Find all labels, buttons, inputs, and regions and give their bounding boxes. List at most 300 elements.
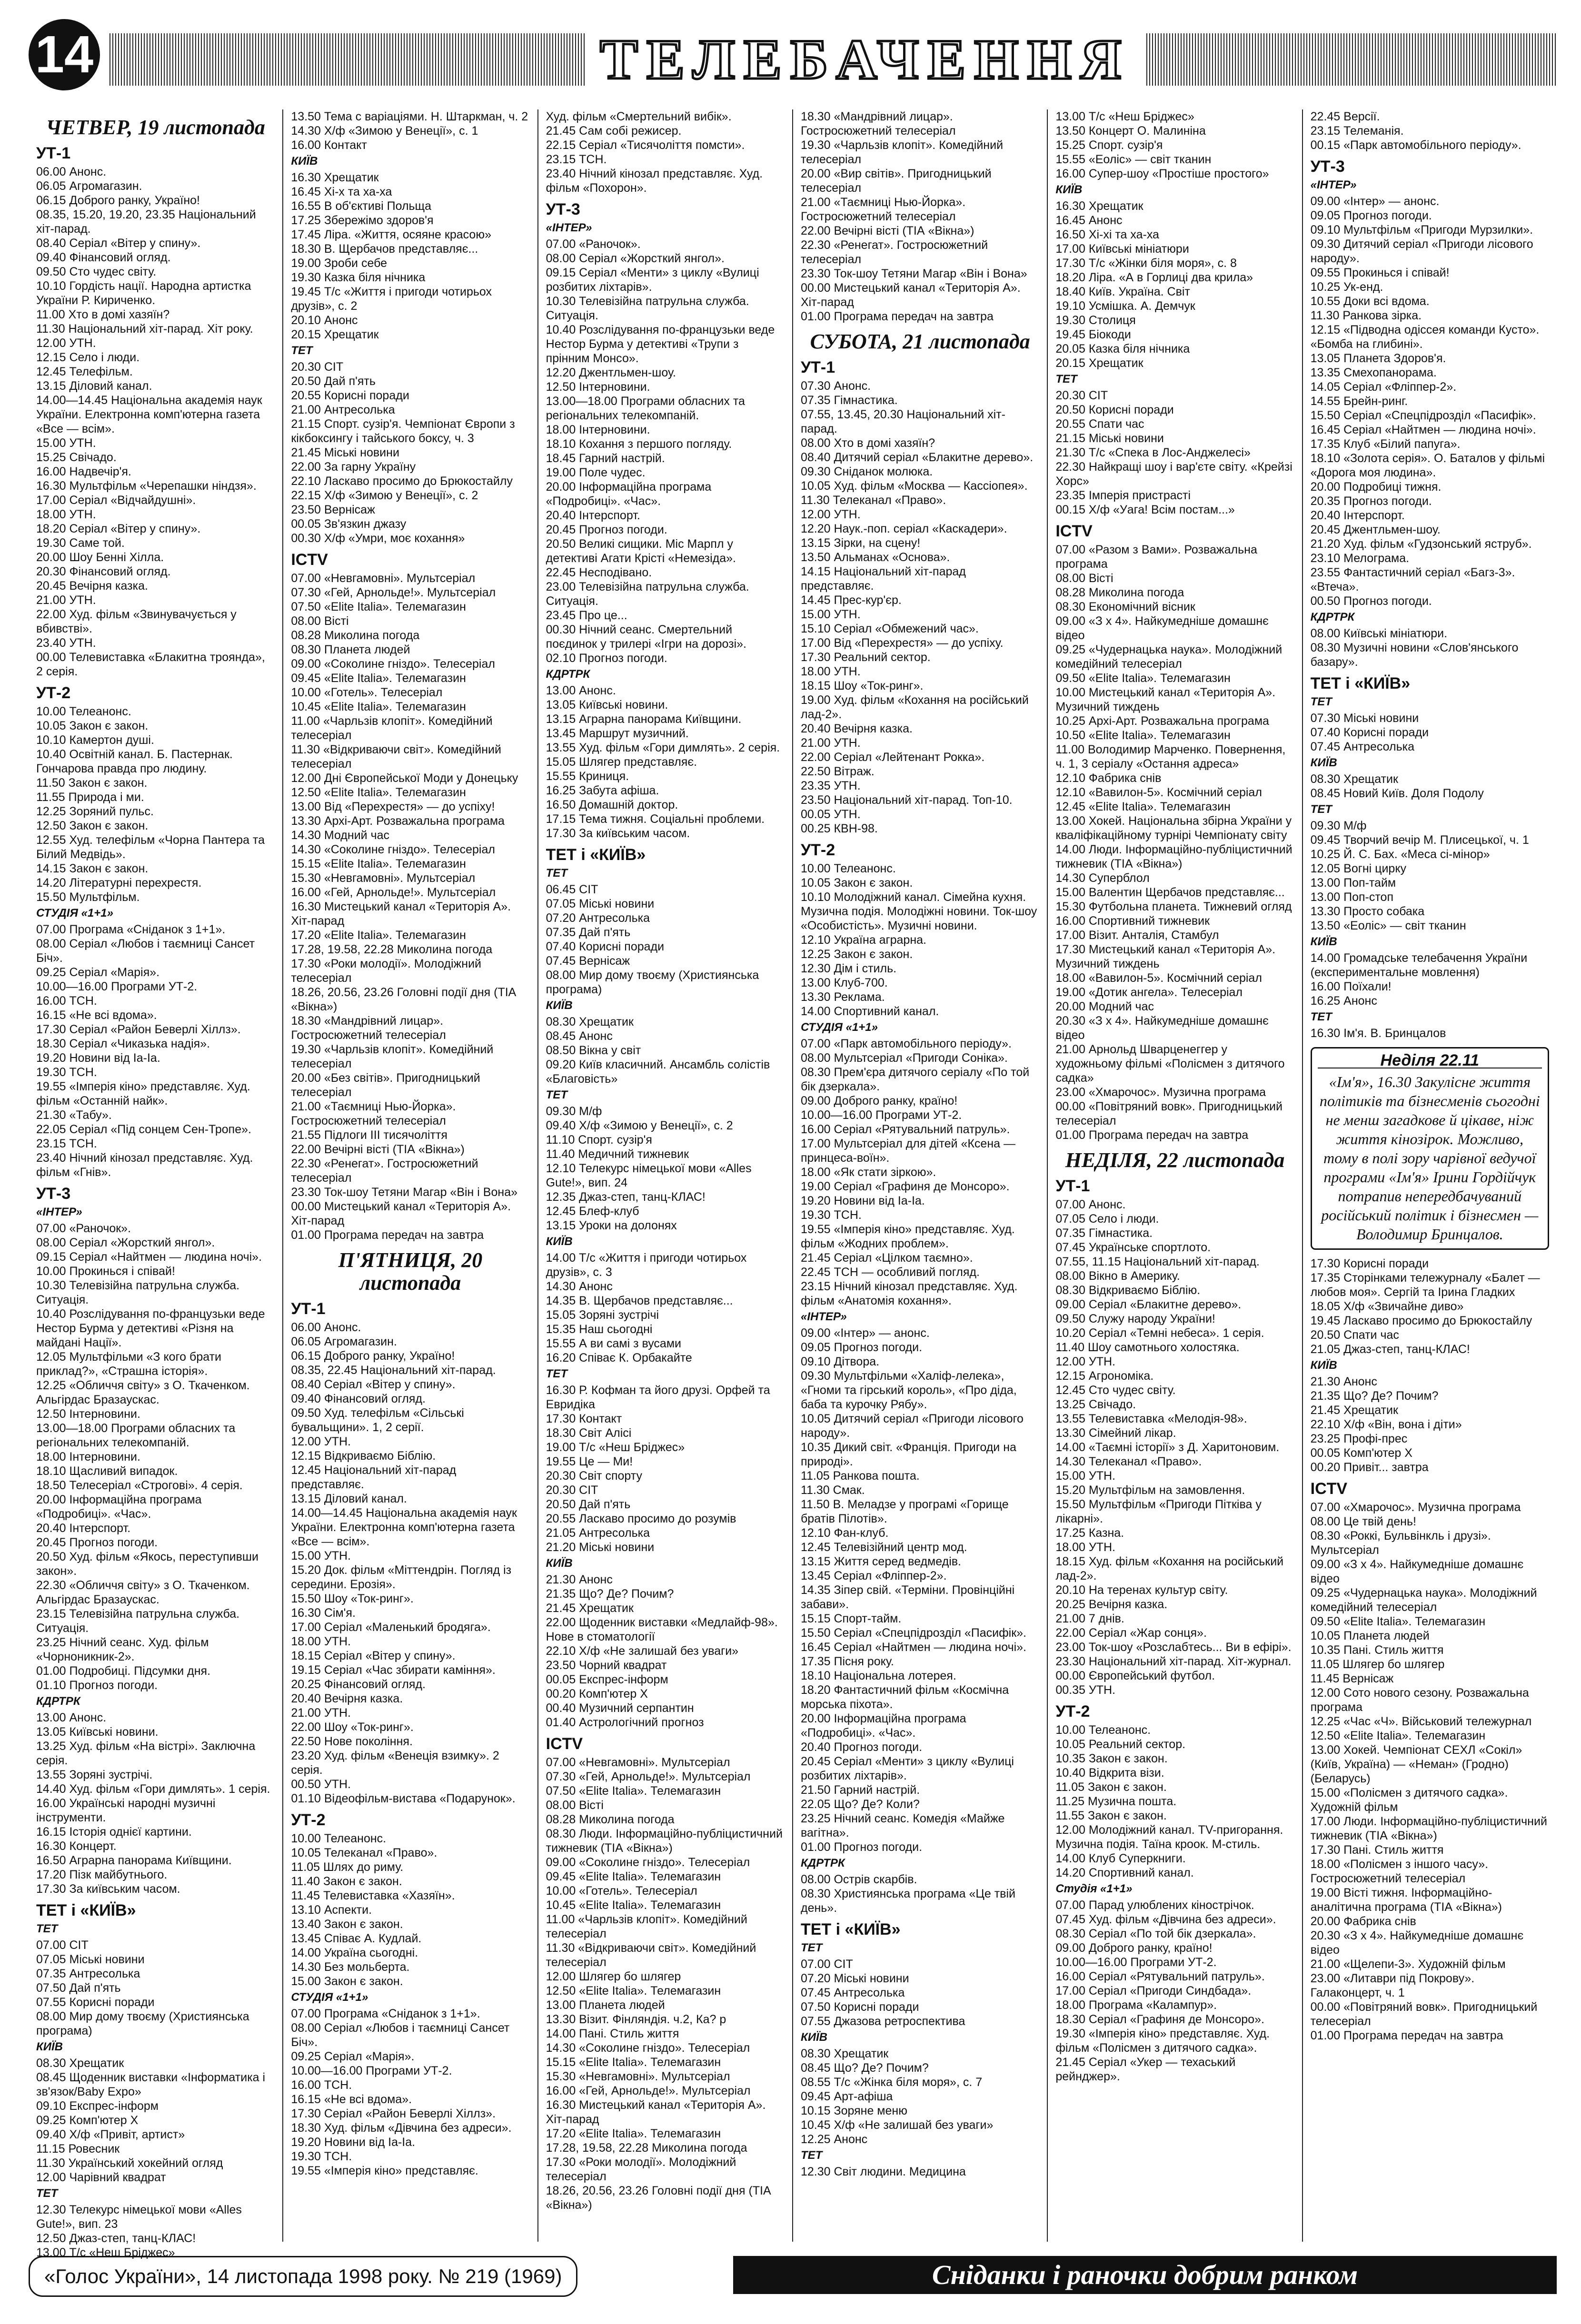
program-item: 07.55, 11.15 Національний хіт-парад. [1055,1255,1260,1268]
program-item: 17.00 Люди. Інформаційно-публіцистичний тижневик (ТІА «Вікна») [1310,1815,1547,1842]
program-item: 18.20 Серіал «Вітер у спину». [36,522,201,535]
program-item: 08.00 Вісті [291,614,349,628]
program-item: 13.15 Уроки на долонях [546,1219,677,1232]
program-item: 18.00 «Вавилон-5». Космічний серіал [1055,971,1262,985]
program-item: 15.30 «Невгамовні». Мультсеріал [546,2070,730,2083]
program-item: 17.25 Казна. [1055,1526,1124,1540]
program-item: 22.30 Найкращі шоу і вар'єте світу. «Крейзі Хорс» [1055,460,1293,488]
program-item: 10.05 Реальний сектор. [1055,1738,1186,1751]
program-item: 12.00 Молодіжний канал. TV-пригорання. Музична подія. Таїна кроок. М-стиль. [1055,1823,1283,1851]
program-item: 00.20 Привіт... завтра [1310,1461,1429,1474]
program-item: 16.00 «Гей, Арнольде!». Мультсеріал [291,886,496,899]
program-item: 08.45 Новий Київ. Доля Подолу [1310,787,1484,800]
program-item: 15.50 Серіал «Спецпідрозділ «Пасифік». [800,1626,1027,1640]
program-item: 18.10 «Золота серія». О. Баталов у фільмі «Дорога моя людина». [1310,452,1545,479]
program-item: 12.10 Україна аграрна. [800,933,926,947]
program-item: 10.10 Камертон душі. [36,733,154,747]
program-item: 01.00 Програма передач на завтра [291,1228,484,1242]
program-item: 19.00 Серіал «Графиня де Монсоро». [800,1180,1010,1193]
program-item: 17.45 Ліра. «Життя, осяяне красою» [291,228,491,241]
program-item: 13.30 Просто собака [1310,905,1425,918]
program-item: 13.00 Поп-тайм [1310,876,1396,890]
program-item: 17.00 Мультсеріал для дітей «Ксена — принцеса-воїн». [800,1137,1015,1165]
program-item: 01.00 Програма передач на завтра [1055,1128,1249,1142]
program-item: 20.30 СІТ [291,360,344,374]
program-item: 22.30 «Ренегат». Гостросюжетний телесеріал [291,1157,478,1185]
program-item: 12.50 Закон є закон. [36,819,149,832]
program-item: 09.30 Мультфільми «Халіф-лелека», «Гноми та гірський король», «Про діда, баба та курочку Рябу». [800,1369,1017,1411]
program-item: 15.55 А ви самі з вусами [546,1337,681,1350]
program-item: 14.55 Брейн-ринг. [1310,395,1408,408]
program-item: 08.35, 15.20, 19.20, 23.35 Національний хіт-парад. [36,208,256,236]
program-item: 08.28 Миколина погода [546,1813,675,1826]
program-item: 22.45 Версії. [1310,110,1380,123]
program-item: 00.00 Мистецький канал «Територія А». Хіт-парад [800,281,1021,309]
program-item: 19.55 «Імперія кіно» представляє. Худ. фільм «Останній найк». [36,1080,250,1108]
program-item: 17.30 «Роки молодії». Молодіжний телесеріал [291,957,481,985]
program-item: 10.40 Освітній канал. Б. Пастернак. Гончарова правда про людину. [36,748,233,775]
program-item: 10.45 Х/ф «Не залишай без уваги» [800,2118,994,2132]
program-item: 18.00 УТН. [36,508,96,521]
program-item: 18.10 Національна лотерея. [800,1669,956,1682]
program-item: 18.50 Телесеріал «Строгові». 4 серія. [36,1479,243,1492]
channel-heading: УТ-1 [800,358,835,376]
program-item: 20.55 Корисні поради [291,389,409,402]
program-item: 12.00 Шлягер бо шлягер [546,1970,681,1983]
channel-heading: ICTV [291,551,328,569]
program-item: 20.00 Фабрика снів [1310,1915,1416,1928]
program-item: 09.45 «Elite Italia». Телемагазин [291,672,466,685]
program-item: 10.00 Телеанонс. [291,1832,387,1845]
program-item: 16.00 ТСН. [291,2078,352,2092]
program-item: 21.05 Антресолька [546,1526,650,1540]
program-item: 10.15 Зоряне меню [800,2104,907,2117]
program-item: 08.55 Т/с «Жінка біля моря», с. 7 [800,2076,983,2089]
program-item: 12.25 Анонс [800,2133,868,2146]
program-item: 00.35 УТН. [1055,1683,1115,1697]
program-item: 16.00 «Гей, Арнольде!». Мультсеріал [546,2084,751,2097]
program-item: 10.05 Закон є закон. [800,876,913,890]
program-item: 07.05 Село і люди. [1055,1212,1159,1226]
program-item: 13.05 Київські новини. [36,1725,159,1739]
program-item: Худ. фільм «Смертельний вибік». [546,110,732,123]
program-item: 23.10 Мелограма. [1310,552,1410,565]
sub-channel: КИЇВ [1055,183,1083,196]
program-item: 19.00 Зроби себе [291,257,388,270]
program-item: 08.28 Миколина погода [291,629,420,642]
program-item: 12.30 Дім і стиль. [800,962,897,975]
program-item: 15.15 «Elite Italia». Телемагазин [546,2056,721,2069]
sub-channel: КИЇВ [800,2031,827,2044]
program-item: 19.00 Поле чудес. [546,466,646,479]
program-item: 23.30 Національний хіт-парад. Хіт-журнал. [1055,1655,1292,1668]
program-item: 19.55 «Імперія кіно» представляє. [291,2164,478,2177]
program-item: 22.00 Серіал «Лейтенант Рокка». [800,751,985,764]
program-item: 09.10 Дітвора. [800,1355,880,1368]
program-item: 19.45 Т/с «Життя і пригоди чотирьох друзів», с. 2 [291,285,492,313]
program-item: 11.40 Медичний тижневик [546,1147,689,1161]
program-item: 20.10 На теренах культур світу. [1055,1583,1228,1597]
program-item: 22.10 Ласкаво просимо до Брюкостайлу [291,475,513,488]
program-item: 08.30 Хрещатик [546,1015,634,1028]
program-item: 18.00 Програма «Калампур». [1055,1998,1217,2012]
column-6 [1303,109,1557,2242]
channel-heading: УТ-3 [546,200,580,218]
sub-channel: КДРТРК [1310,611,1355,623]
program-item: 12.05 Вогні цирку [1310,862,1407,875]
program-item: 09.00 «Соколине гніздо». Телесеріал [291,657,495,671]
program-item: 10.45 «Elite Italia». Телемагазин [546,1899,721,1912]
program-item: 16.00 Надвечір'я. [36,465,131,478]
program-item: 22.30 «Обличчя світу» з О. Ткаченком. Альгірдас Бразаускас. [36,1579,250,1606]
program-item: 01.00 Подробиці. Підсумки дня. [36,1664,211,1678]
program-item: 17.30 Контакт [546,1412,622,1425]
program-item: 12.10 Фан-клуб. [800,1526,889,1540]
program-item: 15.20 Мультфільм на замовлення. [1055,1483,1245,1497]
program-item: 20.30 СІТ [546,1483,598,1497]
program-item: 14.30 Суперблол [1055,871,1150,885]
program-item: 20.10 Анонс [291,314,358,327]
program-item: 19.00 Худ. фільм «Кохання на російський лад-2». [800,693,1029,721]
program-item: 13.00 Т/с «Неш Бріджес» [36,2246,175,2259]
program-item: 20.25 Вечірня казка. [1055,1598,1168,1611]
program-item: 10.05 Дитячий серіал «Пригоди лісового народу». [800,1412,1024,1440]
program-item: 17.00 Від «Перехрестя» — до успіху. [800,636,1004,650]
program-item: 20.55 Ласкаво просимо до розумів [546,1512,736,1525]
program-item: 10.30 Телевізійна патрульна служба. Ситуація. [546,295,749,322]
program-item: 23.25 Нічний сеанс. Комедія «Майже вагітна». [800,1812,1005,1839]
program-item: 19.30 «Імперія кіно» представляє. Худ. фільм «Полісмен з дитячого садка». [1055,2027,1270,2055]
program-item: 22.50 Нове покоління. [291,1735,413,1748]
program-item: 17.25 Збережімо здоров'я [291,214,434,227]
program-item: 19.45 Біокоди [1055,328,1131,341]
program-item: 11.30 «Відкриваючи світ». Комедійний телесеріал [546,1941,756,1969]
program-item: 18.30 «Мандрівний лицар». Гостросюжетний телесеріал [291,1014,446,1042]
program-item: 18.00 «Як стати зіркою». [800,1166,936,1179]
program-item: 18.05 Х/ф «Звичайне диво» [1310,1300,1464,1313]
program-item: 12.50 Джаз-степ, танц-КЛАС! [36,2232,196,2245]
sub-channel: СТУДІЯ «1+1» [291,1991,368,2004]
program-item: 11.15 Ровесник [36,2142,120,2156]
program-item: 13.15 Зірки, на сцену! [800,536,921,550]
program-item: 17.30 Серіал «Район Беверлі Хіллз». [36,1023,241,1036]
program-item: 20.00 Інформаційна програма «Подробиці». «Час». [546,480,712,508]
program-item: 23.15 ТСН. [546,153,607,166]
program-item: 23.40 Нічний кінозал представляє. Худ. фільм «Похорон». [546,167,763,195]
program-item: 13.00 Хокей. Національна збірна України у кваліфікаційному турнірі Чемпіонату світу [1055,814,1292,842]
program-item: 15.35 Наш сьогодні [546,1323,653,1336]
program-item: 23.15 Телеманія. [1310,124,1404,138]
program-item: 22.00 Вечірні вісті (ТІА «Вікна») [291,1143,465,1156]
program-item: 07.50 «Elite Italia». Телемагазин [291,600,466,613]
program-item: 13.55 Телевиставка «Мелодія-98». [1055,1412,1247,1425]
program-item: 17.30 Т/с «Жінки біля моря», с. 8 [1055,257,1237,270]
program-item: 20.35 Прогноз погоди. [1310,494,1432,508]
program-item: 19.00 Вісті тижня. Інформаційно-аналітична програма (ТІА «Вікна») [1310,1886,1502,1914]
program-item: 20.00 Інформаційна програма «Подробиці». «Час». [800,1712,966,1740]
channel-heading: УТ-2 [36,684,71,702]
program-item: 22.50 Вітраж. [800,765,875,778]
program-item: 20.15 Хрещатик [291,328,379,341]
channel-heading: УТ-1 [36,144,71,162]
program-item: 18.30 Худ. фільм «Дівчина без адреси». [291,2121,512,2135]
program-item: 23.35 Імперія пристрасті [1055,489,1191,502]
program-item: 18.45 Гарний настрій. [546,452,665,465]
program-item: 13.50 Концерт О. Малиніна [1055,124,1206,138]
sub-channel: «ІНТЕР» [36,1206,82,1218]
program-item: 09.00 «Інтер» — анонс. [800,1326,930,1340]
program-item: 06.15 Доброго ранку, Україно! [291,1349,455,1363]
program-item: 17.30 «Роки молодії». Молодіжний телесеріал [546,2156,736,2183]
program-item: 20.50 Худ. фільм «Якось, переступивши закон». [36,1550,259,1578]
program-item: 12.15 Відкриваємо Біблію. [291,1449,436,1463]
program-item: 07.20 Антресолька [546,911,650,925]
program-item: 23.00 «Литаври під Покрову». Галаконцерт, ч. 1 [1310,1972,1475,1999]
program-item: 08.40 Дитячий серіал «Блакитне дерево». [800,451,1034,464]
program-item: 07.40 Корисні поради [1310,726,1429,739]
program-item: 15.00 Валентин Щербачов представляє... [1055,886,1285,899]
program-item: 07.55, 13.45, 20.30 Національний хіт-парад. [800,408,1005,435]
program-item: 16.00 Супер-шоу «Простіше простого» [1055,167,1269,180]
section-title: ТЕЛЕБАЧЕННЯ [586,33,1144,86]
program-item: 15.50 Шоу «Ток-ринг». [291,1592,414,1605]
program-item: 01.00 Програма передач на завтра [1310,2029,1503,2042]
program-item: 12.10 Фабрика снів [1055,771,1162,785]
program-item: 13.50 Тема с варіаціями. Н. Штаркман, ч. 2 [291,110,528,123]
program-item: 19.30 ТСН. [291,2150,352,2163]
program-item: 10.00—16.00 Програми УТ-2. [291,2064,452,2077]
program-item: 18.15 Серіал «Вітер у спину». [291,1649,456,1662]
program-item: 10.05 Худ. фільм «Москва — Кассіопея». [800,479,1028,493]
program-item: 22.45 ТСН — особливий погляд. [800,1266,980,1279]
program-item: 09.45 Арт-афіша [800,2090,893,2103]
program-item: 18.40 Київ. Україна. Світ [1055,285,1190,298]
program-item: 08.00 Серіал «Любов і таємниці Сансет Біч». [36,937,255,965]
program-item: 15.00 «Полісмен з дитячого садка». Художній фільм [1310,1786,1508,1814]
program-item: 11.30 Ранкова зірка. [1310,309,1422,322]
program-item: 09.50 «Elite Italia». Телемагазин [1055,672,1231,685]
program-item: 17.15 Тема тижня. Соціальні проблеми. [546,812,765,826]
program-item: 10.05 Телеканал «Право». [291,1846,438,1859]
program-item: 21.35 Що? Де? Почим? [1310,1389,1439,1403]
program-item: 09.50 Худ. телефільм «Сільські бувальщини». 1, 2 серії. [291,1406,464,1434]
program-item: 11.40 Закон є закон. [291,1875,402,1888]
program-item: 10.20 Серіал «Темні небеса». 1 серія. [1055,1326,1264,1340]
program-item: 08.30 Прем'єра дитячого серіалу «По той бік дзеркала». [800,1066,1030,1093]
program-item: 00.15 «Парк автомобільного періоду». [1310,138,1521,152]
program-item: 22.00 За гарну Україну [291,460,416,474]
program-item: 15.30 Футбольна планета. Тижневий огляд [1055,900,1292,913]
program-item: 01.10 Відеофільм-вистава «Подарунок». [291,1792,516,1805]
program-item: 15.55 «Еоліс» — світ тканин [1055,153,1212,166]
program-item: 09.45 «Elite Italia». Телемагазин [546,1870,721,1883]
program-item: 18.00 УТН. [1055,1541,1115,1554]
program-item: 08.45 Щоденник виставки «Інформатика і зв'язок/Baby Expo» [36,2071,266,2098]
program-item: 20.05 Казка біля нічника [1055,342,1190,356]
channel-heading: УТ-3 [1310,158,1345,176]
program-item: 12.25 «Час «Ч». Військовий тележурнал [1310,1715,1532,1728]
program-item: 14.20 Літературні перехрестя. [36,876,202,890]
program-item: 17.28, 19.58, 22.28 Миколина погода [291,943,493,956]
program-item: 23.30 Ток-шоу Тетяни Магар «Він і Вона» [800,267,1027,280]
program-item: 10.00 «Готель». Телесеріал [546,1884,697,1898]
program-item: 19.55 «Імперія кіно» представляє. Худ. фільм «Жодних проблем». [800,1223,1015,1250]
program-item: 07.30 Анонс. [800,379,871,393]
program-item: 15.55 Криниця. [546,770,629,783]
program-item: 23.50 Чорний квадрат [546,1659,667,1672]
program-item: 21.45 Сам собі режисер. [546,124,682,138]
program-item: 06.00 Анонс. [36,165,107,178]
program-item: 12.15 «Підводна одіссея команди Кусто». «Бомба на глибині». [1310,323,1540,351]
program-item: 07.00 «Невгамовні». Мультсеріал [291,572,476,585]
sub-channel: ТЕТ [1055,373,1077,386]
program-item: 18.00 УТН. [800,665,861,678]
program-item: 10.35 Дикий світ. «Франція. Пригоди на природі». [800,1441,1016,1468]
program-item: 22.15 Серіал «Тисячоліття помсти». [546,138,745,152]
program-item: 16.00 Серіал «Рятувальний патруль». [800,1123,1010,1136]
sub-channel: Студія «1+1» [1055,1882,1133,1895]
day-heading: П'ЯТНИЦЯ, 20 листопада [338,1248,483,1295]
program-item: 07.45 Антресолька [800,1986,905,1999]
program-item: 19.00 «Дотик ангела». Телесеріал [1055,986,1243,999]
program-item: 07.00 СІТ [800,1958,853,1971]
program-item: 01.40 Астрологічний прогноз [546,1716,704,1729]
program-item: 16.45 Хі-х та ха-ха [291,185,392,198]
program-item: 22.15 Х/ф «Зимою у Венеції», с. 2 [291,489,478,502]
program-item: 11.05 Шлягер бо шлягер [1310,1658,1445,1671]
program-item: 00.30 Х/ф «Умри, моє кохання» [291,532,465,545]
sub-channel: СТУДІЯ «1+1» [800,1021,878,1034]
program-item: 09.25 «Чудернацька наука». Молодіжний комедійний телесеріал [1055,643,1283,671]
program-item: 22.30 «Ренегат». Гостросюжетний телесеріал [800,238,988,266]
program-item: 21.30 «Табу». [36,1108,112,1122]
program-item: 08.00 Серіал «Жорсткий янгол». [36,1236,215,1249]
program-item: 16.00 ТСН. [36,994,97,1008]
program-item: 23.20 Худ. фільм «Венеція взимку». 2 серія. [291,1749,499,1777]
program-item: 13.45 Маршрут музичний. [546,727,689,740]
program-item: 10.55 Доки всі вдома. [1310,295,1430,308]
program-item: 09.20 Київ класичний. Ансамбль солістів «Благовість» [546,1058,770,1086]
program-item: 18.00 Інтерновини. [546,423,650,436]
program-item: 19.00 Т/с «Неш Бріджес» [546,1441,685,1454]
program-item: 13.35 Смехопанорама. [1310,366,1437,379]
program-item: 12.20 Наук.-поп. серіал «Каскадери». [800,522,1007,535]
program-item: 14.00 Спортивний канал. [800,1005,939,1018]
program-item: 21.00 «Таємниці Нью-Йорка». Гостросюжетний телесеріал [800,196,966,223]
sub-channel: «ІНТЕР» [800,1310,847,1323]
program-item: 19.45 Ласкаво просимо до Брюкостайлу [1310,1314,1532,1327]
program-item: 09.00 Доброго ранку, країно! [1055,1941,1213,1955]
sub-channel: ТЕТ [546,1367,567,1380]
highlight-box [1311,1047,1549,1250]
program-item: 13.00 Планета людей [546,1998,665,2012]
program-item: 20.00 «Вир світів». Пригодницький телесеріал [800,167,992,195]
program-item: 20.30 СІТ [1055,389,1108,402]
program-item: 09.10 Мультфільм «Пригоди Мурзилки». [1310,223,1533,237]
program-item: 23.30 Ток-шоу Тетяни Магар «Він і Вона» [291,1186,517,1199]
program-item: 10.00—16.00 Програми УТ-2. [1055,1956,1217,1969]
program-item: 00.05 Комп'ютер Х [1310,1446,1412,1460]
program-item: 16.50 Хі-хі та ха-ха [1055,228,1159,241]
program-item: 09.05 Прогноз погоди. [800,1341,923,1354]
program-item: 13.25 Свічадо. [1055,1398,1136,1411]
program-item: 08.00 Вікно в Америку. [1055,1269,1180,1283]
program-item: 13.00—18.00 Програми обласних та регіональних телекомпаній. [36,1422,236,1449]
program-item: 18.15 Шоу «Ток-ринг». [800,679,924,692]
program-item: 22.05 Серіал «Під сонцем Сен-Тропе». [36,1123,251,1136]
program-item: 12.10 Телекурс німецької мови «Alles Gute!», вип. 24 [546,1162,752,1189]
program-item: 15.30 «Невгамовні». Мультсеріал [291,871,476,885]
program-item: 06.00 Анонс. [291,1321,361,1334]
program-item: 10.05 Планета людей [1310,1629,1430,1642]
program-item: 23.35 УТН. [800,779,861,792]
program-item: 14.00 «Таємні історії» з Д. Харитоновим. [1055,1441,1280,1454]
program-item: 09.00 «З х 4». Найкумедніше домашнє відео [1055,614,1269,642]
program-item: 07.30 «Гей, Арнольде!». Мультсеріал [291,586,496,599]
program-item: 17.00 Серіал «Пригоди Синдбада». [1055,1984,1252,1998]
program-item: 13.25 Худ. фільм «На вістрі». Заключна серія. [36,1740,256,1767]
program-item: 15.10 Серіал «Обмежений час». [800,622,979,635]
program-item: 11.50 Закон є закон. [36,776,148,790]
program-item: 17.28, 19.58, 22.28 Миколина погода [546,2141,747,2155]
program-item: 16.45 Серіал «Найтмен — людина ночі». [800,1641,1026,1654]
program-item: 16.00 Українські народні музичні інструменти. [36,1797,216,1824]
program-item: 20.45 Серіал «Менти» з циклу «Вулиці розбитих ліхтарів». [800,1755,1014,1782]
program-item: 09.40 Фінансовий огляд. [291,1392,426,1405]
column-5 [1048,109,1303,2242]
program-item: 15.00 УТН. [36,436,96,450]
program-item: 11.05 Ранкова пошта. [800,1469,920,1483]
program-item: 09.30 М/ф [1310,819,1367,832]
program-item: 20.40 Прогноз погоди. [800,1741,923,1754]
program-item: 22.00 Щоденник виставки «Медлайф-98». Нове в стоматології [546,1616,778,1643]
program-item: 06.15 Доброго ранку, Україно! [36,194,200,207]
program-item: 07.45 Українське спортлото. [1055,1241,1211,1254]
program-item: 12.30 Світ людини. Медицина [800,2165,966,2178]
program-item: 12.00 Дні Європейської Моди у Донецьку [291,771,518,785]
program-item: 17.00 Серіал «Маленький бродяга». [291,1621,491,1634]
program-item: 10.30 Телевізійна патрульна служба. Ситуація. [36,1279,240,1306]
program-item: 21.20 Міські новини [546,1541,655,1554]
sub-channel: «ІНТЕР» [546,221,592,234]
program-item: 21.15 Міські новини [1055,432,1164,445]
program-item: 08.30 Люди. Інформаційно-публіцистичний тижневик (ТІА «Вікна») [546,1827,783,1855]
program-item: 12.45 Телевізійний центр мод. [800,1541,967,1554]
program-item: 07.35 Дай п'ять [546,926,631,939]
program-item: 09.50 Служу народу України! [1055,1312,1215,1325]
program-item: 13.55 Худ. фільм «Гори димлять». 2 серія. [546,741,780,754]
program-item: 15.00 УТН. [800,608,861,621]
program-item: 01.00 Програма передач на завтра [800,310,994,323]
program-item: 11.10 Спорт. сузір'я [546,1133,652,1147]
program-item: 07.35 Гімнастика. [800,394,898,407]
program-item: 20.40 Вечірня казка. [800,722,913,735]
page-footer [29,2251,1557,2299]
program-item: 21.45 Міські новини [291,446,399,459]
sub-channel: КИЇВ [1310,1359,1337,1372]
program-item: 16.30 Мистецький канал «Територія А». Хіт-парад [546,2098,766,2126]
program-item: 20.50 Великі сищики. Міс Марпл у детективі Агати Крісті «Немезіда». [546,537,736,565]
program-item: 21.45 Серіал «Укер — техаський рейнджер». [1055,2056,1236,2083]
program-item: 13.15 Аграрна панорама Київщини. [546,712,742,726]
program-item: 07.50 Корисні поради [800,2000,919,2014]
program-item: 09.15 Серіал «Найтмен — людина ночі». [36,1250,262,1264]
program-item: 16.50 Аграрна панорама Київщини. [36,1854,232,1867]
program-item: 16.30 Концерт. [36,1839,117,1853]
program-item: 00.00 Європейський футбол. [1055,1669,1215,1682]
sub-channel: КДРТРК [36,1695,80,1708]
page-header [29,19,1557,90]
